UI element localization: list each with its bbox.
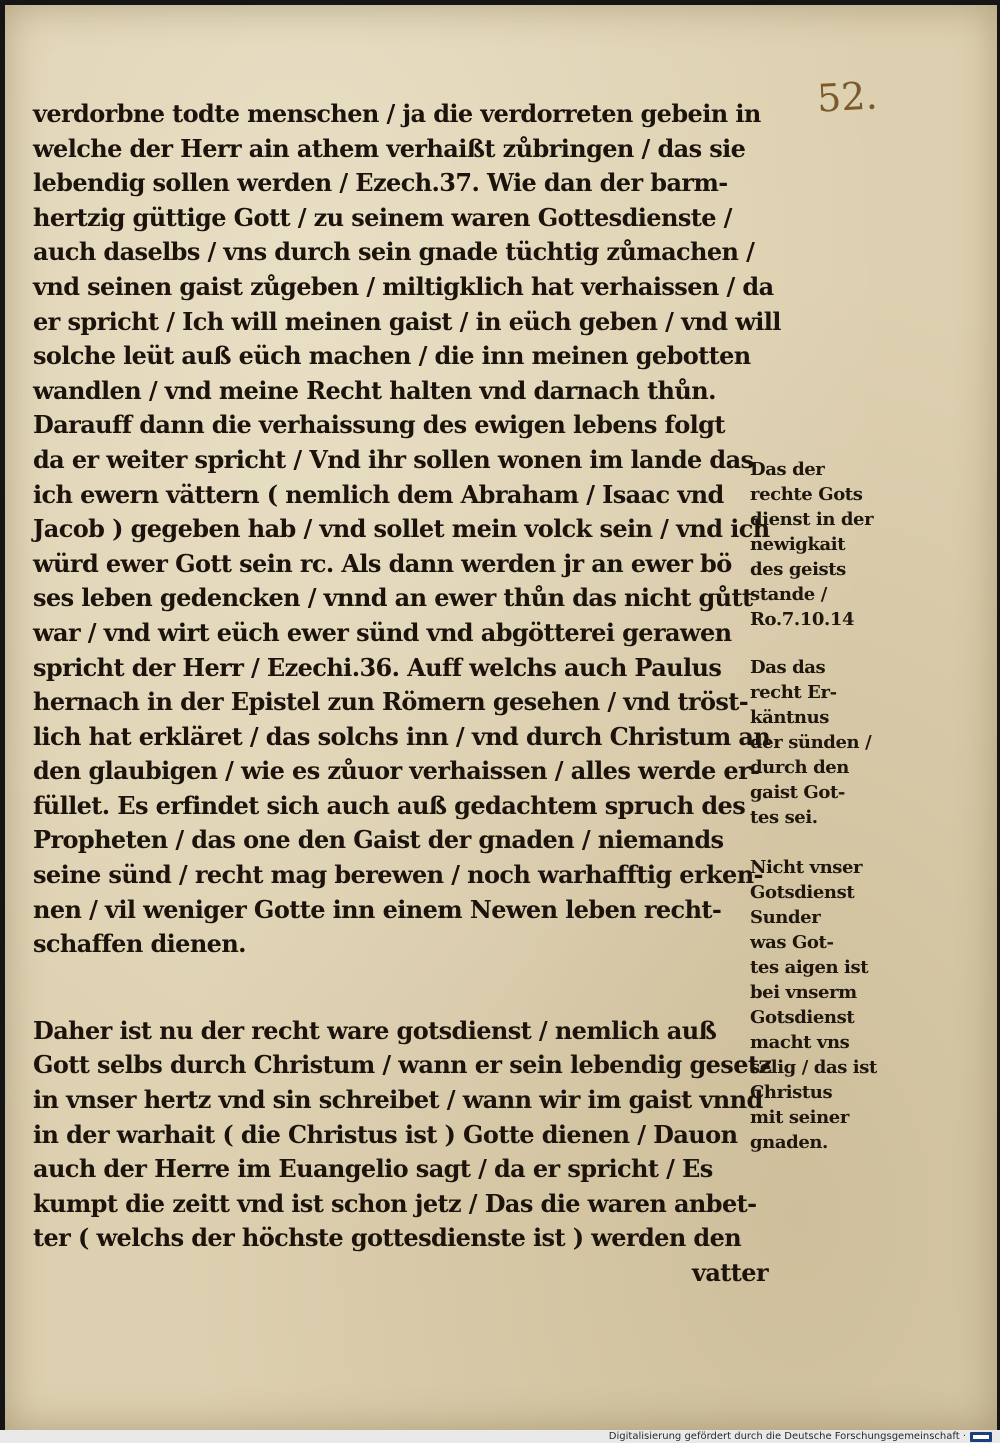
marginal-line: Das der <box>750 459 825 480</box>
marginal-line: Christus <box>750 1082 833 1103</box>
text-line: hernach in der Epistel zun Römern gesehen / vnd tröst- <box>33 687 749 717</box>
marginal-line: tes aigen ist <box>750 957 869 978</box>
text-line: vnd seinen gaist zůgeben / miltigklich hat verhaissen / da <box>33 271 774 301</box>
marginal-line: Gotsdienst <box>750 882 855 903</box>
marginal-line: stande / <box>750 584 827 605</box>
text-line: spricht der Herr / Ezechi.36. Auff welchs auch Paulus <box>33 652 722 682</box>
text-line: verdorbne todte menschen / ja die verdorreten gebein in <box>33 99 761 128</box>
text-line: hertzig güttige Gott / zu seinem waren Gottesdienste / <box>33 202 732 232</box>
marginal-line: Das das <box>750 657 826 678</box>
text-line: war / vnd wirt eüch ewer sünd vnd abgötterei gerawen <box>33 617 732 647</box>
marginal-line: gaist Got- <box>750 782 845 803</box>
marginal-line: tes sei. <box>750 807 818 828</box>
text-line: kumpt die zeitt vnd ist schon jetz / Das die waren anbet- <box>33 1188 757 1218</box>
paragraph-2 <box>33 1014 772 1256</box>
marginal-line: dienst in der <box>750 509 874 530</box>
text-line: ich ewern vättern ( nemlich dem Abraham / Isaac vnd <box>33 479 724 509</box>
text-line: Darauff dann die verhaissung des ewigen lebens folgt <box>33 410 725 440</box>
text-line: füllet. Es erfindet sich auch auß gedachtem spruch des <box>33 790 746 820</box>
text-line: Jacob ) gegeben hab / vnd sollet mein volck sein / vnd ich <box>33 514 770 544</box>
catchword: vatter <box>692 1258 768 1287</box>
text-line: da er weiter spricht / Vnd ihr sollen wonen im lande das <box>33 444 754 474</box>
text-line: Propheten / das one den Gaist der gnaden / niemands <box>33 825 724 855</box>
text-line: den glaubigen / wie es zůuor verhaissen / alles werde er- <box>33 756 760 786</box>
text-line: Gott selbs durch Christum / wann er sein lebendig gesetz <box>33 1050 772 1080</box>
text-line: solche leüt auß eüch machen / die inn meinen gebotten <box>33 341 751 371</box>
footer-credit-text: Digitalisierung gefördert durch die Deutsche Forschungsgemeinschaft · <box>608 1431 966 1442</box>
dfg-logo-icon <box>970 1432 992 1442</box>
marginal-line: newigkait <box>750 534 846 555</box>
marginal-line: mit seiner <box>750 1107 849 1128</box>
marginal-note-3 <box>750 855 885 1155</box>
marginal-line: bei vnserm <box>750 982 857 1003</box>
marginal-line: was Got- <box>750 932 834 953</box>
text-line: schaffen dienen. <box>33 929 246 959</box>
text-line: lebendig sollen werden / Ezech.37. Wie dan der barm- <box>33 168 728 198</box>
marginal-note-2 <box>750 655 885 830</box>
marginal-line: recht Er- <box>750 682 837 703</box>
marginal-line: rechte Gots <box>750 484 863 505</box>
text-line: auch daselbs / vns durch sein gnade tüchtig zůmachen / <box>33 237 755 267</box>
marginal-line: des geists <box>750 559 846 580</box>
text-line: in vnser hertz vnd sin schreibet / wann wir im gaist vnnd <box>33 1085 763 1115</box>
text-line: seine sünd / recht mag berewen / noch warhafftig erken- <box>33 860 763 890</box>
text-line: ter ( welchs der höchste gottesdienste ist ) werden den <box>33 1223 742 1253</box>
main-text-block <box>33 97 781 1291</box>
text-line: in der warhait ( die Christus ist ) Gotte dienen / Dauon <box>33 1119 738 1149</box>
book-page <box>5 5 997 1430</box>
text-line: er spricht / Ich will meinen gaist / in eüch geben / vnd will <box>33 306 781 336</box>
text-line: nen / vil weniger Gotte inn einem Newen leben recht- <box>33 894 722 924</box>
text-line: auch der Herre im Euangelio sagt / da er spricht / Es <box>33 1154 713 1184</box>
text-line: Daher ist nu der recht ware gotsdienst / nemlich auß <box>33 1015 717 1045</box>
marginal-line: gnaden. <box>750 1132 828 1153</box>
marginal-line: selig / das ist <box>750 1057 877 1078</box>
paragraph-gap <box>33 962 768 1014</box>
marginal-line: der sünden / <box>750 732 872 753</box>
text-line: wandlen / vnd meine Recht halten vnd darnach thůn. <box>33 375 716 405</box>
marginal-line: Ro.7.10.14 <box>750 609 855 630</box>
text-line: würd ewer Gott sein rc. Als dann werden jr an ewer bö <box>33 548 732 578</box>
marginal-line: Gotsdienst <box>750 1007 855 1028</box>
text-line: welche der Herr ain athem verhaißt zůbringen / das sie <box>33 133 746 163</box>
marginal-line: Sunder <box>750 907 821 928</box>
marginal-note-1 <box>750 457 885 632</box>
footer-credit <box>609 1430 992 1443</box>
marginal-line: durch den <box>750 757 849 778</box>
marginal-line: Nicht vnser <box>750 857 863 878</box>
marginal-line: macht vns <box>750 1032 850 1053</box>
marginal-line: käntnus <box>750 707 830 728</box>
text-line: lich hat erkläret / das solchs inn / vnd durch Christum an <box>33 721 771 751</box>
text-line: ses leben gedencken / vnnd an ewer thůn das nicht gůtt <box>33 583 753 613</box>
folio-number: 52. <box>815 73 879 121</box>
paragraph-1 <box>33 97 781 962</box>
